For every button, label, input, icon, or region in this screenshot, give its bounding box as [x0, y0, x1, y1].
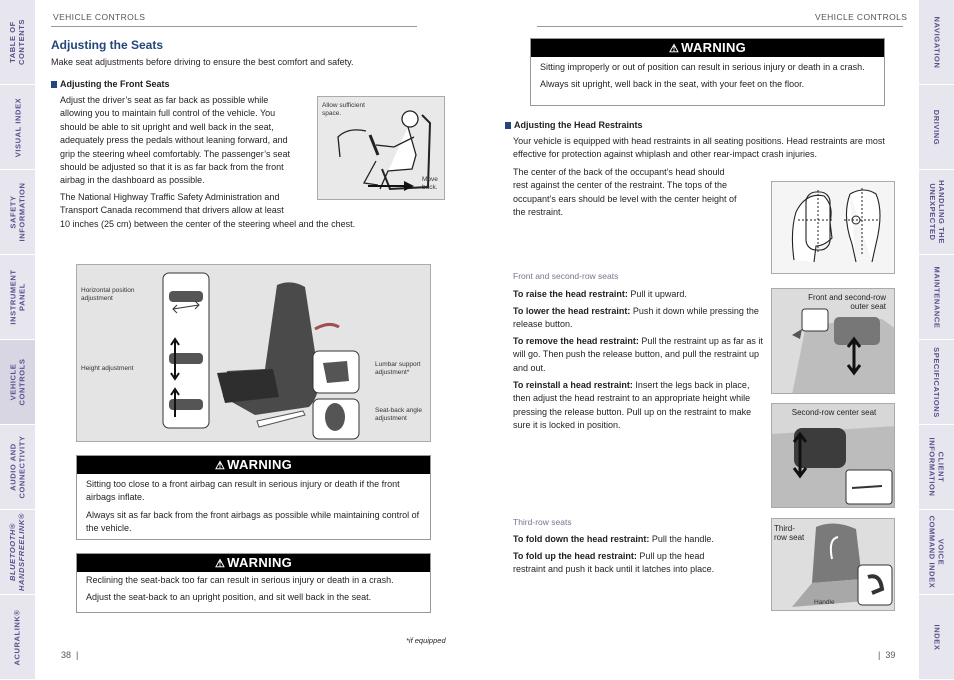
tab-acuralink[interactable]: ACURALINK®: [0, 595, 35, 680]
tab-safety-information[interactable]: SAFETY INFORMATION: [0, 170, 35, 255]
left-section-tabs: [0, 0, 35, 680]
left-header-rule: [51, 26, 417, 27]
warning-line: Sitting improperly or out of position can result in serious injury or death in a crash.: [540, 62, 865, 72]
outer-seat-figure: [771, 288, 895, 394]
warning-bar: [531, 39, 884, 57]
handle-box: [858, 565, 892, 605]
height-adjustment-label: Height adjustment: [81, 365, 134, 372]
head-restraints-heading-text: Adjusting the Head Restraints: [514, 120, 643, 130]
third-row-seat-label: Third- row seat: [774, 524, 805, 542]
warning-icon: ⚠: [214, 558, 226, 570]
page-title: Adjusting the Seats: [51, 38, 164, 52]
fold-down-instruction: To fold down the head restraint: Pull the handle.: [513, 534, 714, 544]
right-header-rule: [537, 26, 903, 27]
intro-text: Make seat adjustments before driving to ensure the best comfort and safety.: [51, 57, 354, 67]
head-position-illustration: [772, 182, 895, 274]
warning-title: WARNING: [227, 457, 293, 472]
warning-title: WARNING: [681, 40, 747, 55]
recline-arrow-icon: [315, 324, 339, 329]
seatback-knob-icon: [325, 403, 345, 431]
lumbar-switch-icon: [323, 361, 349, 383]
tab-specifications[interactable]: SPECIFICATIONS: [919, 340, 954, 425]
right-section-tabs: [919, 0, 954, 680]
seating-position-warning: [530, 38, 885, 106]
nhtsa-paragraph: The National Highway Traffic Safety Administration and Transport Canada recommend that drivers allow at least 10 inches (25 cm) between the center of the steering wheel and the chest.: [60, 192, 356, 229]
heading-marker: [51, 81, 57, 88]
tab-voice-command-index[interactable]: VOICE COMMAND INDEX: [919, 510, 954, 595]
third-row-label: Third-row seats: [513, 517, 572, 527]
tab-maintenance[interactable]: MAINTENANCE: [919, 255, 954, 340]
head-position-figure: [771, 181, 895, 274]
warning-title: WARNING: [227, 555, 293, 570]
left-running-header: VEHICLE CONTROLS: [53, 12, 146, 22]
tab-visual-index[interactable]: VISUAL INDEX: [0, 85, 35, 170]
warning-line: Always sit upright, well back in the seat, with your feet on the floor.: [540, 79, 805, 90]
handle-label: Handle: [814, 599, 835, 606]
tab-driving[interactable]: DRIVING: [919, 85, 954, 170]
tab-handling-unexpected[interactable]: HANDLING THE UNEXPECTED: [919, 170, 954, 255]
seatback-warning: [76, 553, 431, 613]
tab-index[interactable]: INDEX: [919, 595, 954, 680]
seat-adjustment-figure: [76, 264, 431, 442]
warning-bar: [77, 554, 430, 572]
horizontal-switch-icon: [169, 291, 203, 302]
tab-table-of-contents[interactable]: TABLE OF CONTENTS: [0, 0, 35, 85]
footnote: *if equipped: [406, 636, 446, 645]
heading-marker: [505, 122, 511, 129]
front-seats-paragraph: Adjust the driver’s seat as far back as possible while allowing you to maintain full control of the vehicle. You should be able to sit upright and well back in the seat, adequately press the pedals without leaning forward, and grip the steering wheel comfortably. The passenger’s seat should be adjusted so that it is as far back from the front airbag in the dashboard as possible.: [60, 95, 290, 186]
lumbar-adjustment-label: Lumbar support adjustment*: [375, 361, 421, 376]
warning-bar: [77, 456, 430, 474]
move-back-label: Move back.: [422, 176, 438, 191]
tab-instrument-panel[interactable]: INSTRUMENT PANEL: [0, 255, 35, 340]
third-row-figure: [771, 518, 895, 611]
front-second-row-label: Front and second-row seats: [513, 271, 619, 281]
warning-line: Always sit as far back from the front airbags as possible while maintaining control of the vehicle.: [86, 509, 420, 534]
head-position-paragraph: The center of the back of the occupant’s head should rest against the center of the restraint. The tops of the occupant’s ears should be level with the center height of the restraint.: [513, 167, 737, 218]
page-number-right: | 39: [878, 650, 896, 660]
warning-icon: ⚠: [214, 460, 226, 472]
remove-instruction: To remove the head restraint: Pull the restraint up as far as it will go. Then push the release button, and pull the restraint up and out.: [513, 336, 763, 373]
horizontal-adjustment-label: Horizontal position adjustment: [81, 287, 135, 302]
head-restraints-intro: Your vehicle is equipped with head restraints in all seating positions. Head restraints are most effective for protection against whiplash and other rear-impact crash injuries.: [513, 136, 885, 160]
front-seats-heading-text: Adjusting the Front Seats: [60, 79, 170, 89]
seat-cushion-shape: [217, 369, 279, 403]
right-running-header: VEHICLE CONTROLS: [815, 12, 908, 22]
warning-icon: ⚠: [668, 43, 680, 55]
lower-instruction: To lower the head restraint: Push it down while pressing the release button.: [513, 306, 759, 330]
tab-bluetooth-handsfreelink[interactable]: BLUETOOTH® HANDSFREELINK®: [0, 510, 35, 595]
page-number-left: 38 |: [61, 650, 79, 660]
center-seat-figure: [771, 403, 895, 508]
head-restraints-heading: [505, 120, 643, 130]
allow-space-label: Allow sufficient space.: [322, 102, 365, 117]
front-seats-heading: [51, 79, 170, 89]
fold-up-instruction: To fold up the head restraint: Pull up the head restraint and push it back until it latches into place.: [513, 551, 715, 575]
reinstall-instruction: To reinstall a head restraint: Insert the legs back in place, then adjust the head restraint to an appropriate height while pressing the release button. Pull up on the restraint to make sure it is locked in position.: [513, 380, 752, 431]
tab-navigation[interactable]: NAVIGATION: [919, 0, 954, 85]
warning-line: Reclining the seat-back too far can result in serious injury or death in a crash.: [86, 575, 394, 585]
tab-client-information[interactable]: CLIENT INFORMATION: [919, 425, 954, 510]
center-seat-label: Second-row center seat: [791, 408, 877, 417]
third-row-seatback-icon: [812, 523, 862, 583]
warning-line: Sitting too close to a front airbag can result in serious injury or death if the front airbags inflate.: [86, 479, 400, 503]
outer-seat-label: Front and second-row outer seat: [808, 293, 886, 311]
driver-position-figure: [317, 96, 445, 200]
tab-audio-connectivity[interactable]: AUDIO AND CONNECTIVITY: [0, 425, 35, 510]
seatback-adjustment-label: Seat-back angle adjustment: [375, 407, 422, 422]
warning-line: Adjust the seat-back to an upright position, and sit well back in the seat.: [86, 592, 372, 603]
front-airbag-warning: [76, 455, 431, 540]
raise-instruction: To raise the head restraint: Pull it upward.: [513, 289, 687, 299]
release-button-box: [802, 309, 828, 331]
tab-vehicle-controls[interactable]: VEHICLE CONTROLS: [0, 340, 35, 425]
center-seat-illustration: [772, 404, 895, 508]
